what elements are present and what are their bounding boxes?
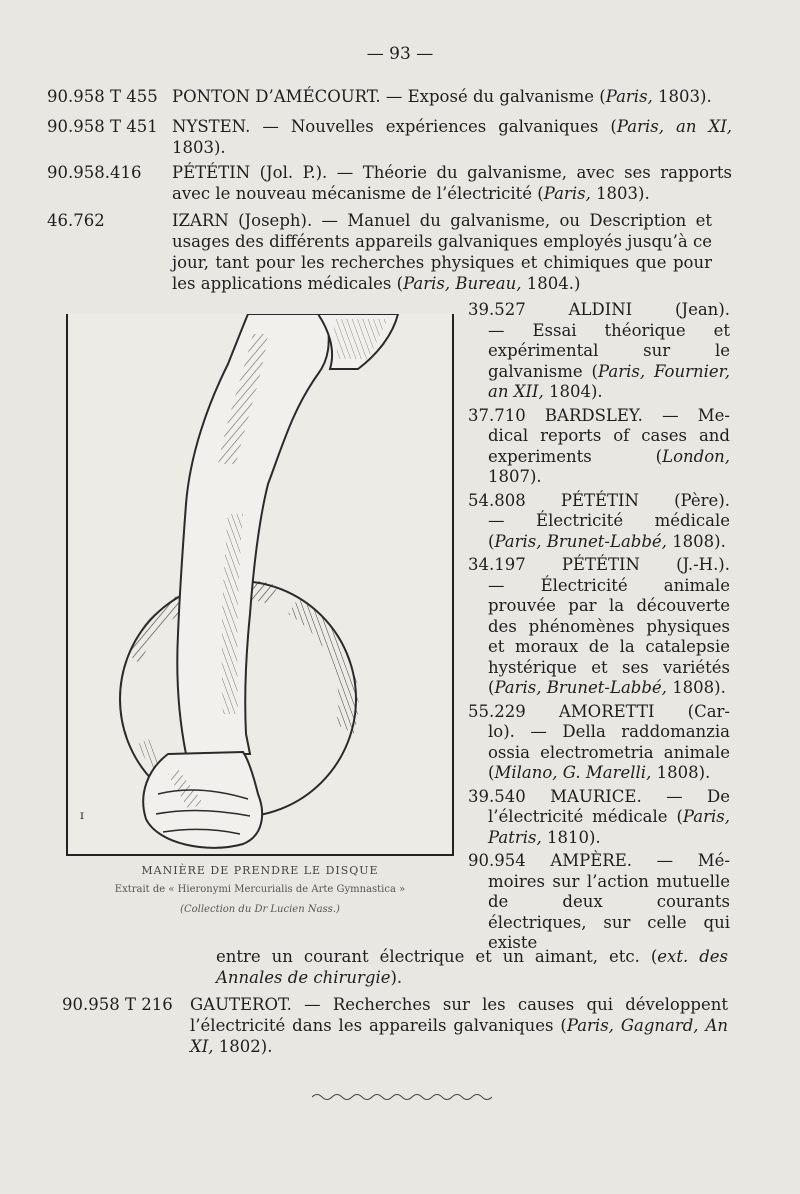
figure-caption-collection: (Collection du Dr Lucien Nass.) [180, 904, 340, 915]
page-number: — 93 — [366, 44, 434, 64]
entry-text: GAUTEROT. — Recherches sur les causes qui développent l’électricité dans les appareils galvaniques (Paris, Gagnard, An XI, 1802). [190, 995, 728, 1056]
figure-caption-source: Extrait de « Hieronymi Mercurialis de Arte Gymnastica » [114, 884, 406, 895]
column-entry: 55.229 AMORETTI (Car- lo). — Della raddomanzia ossia electrometria animale (Milano, G. Marelli, 1808). [468, 701, 730, 782]
entry-text: PÉTÉTIN (Jol. P.). — Théorie du galvanisme, avec ses rapports avec le nouveau mécanisme de l’électricité (Paris, 1803). [172, 163, 733, 203]
right-column [468, 300, 730, 957]
entry-number: 90.958 T 216 [62, 995, 173, 1014]
svg-text:ɪ: ɪ [80, 808, 84, 822]
entry-number: 90.958.416 [47, 163, 142, 182]
fist [143, 752, 262, 848]
entry-number: 90.958 T 455 [47, 87, 158, 106]
ampere-continuation: entre un courant électrique et un aimant, etc. (ext. des Annales de chirurgie). [216, 947, 728, 987]
arm-disc-illustration [68, 314, 452, 854]
entry-number: 46.762 [47, 211, 105, 230]
column-entry: 37.710 BARDSLEY. — Me- dical reports of cases and experiments (London, 1807). [468, 405, 730, 486]
entry-number: 90.958 T 451 [47, 117, 158, 136]
entry-text: NYSTEN. — Nouvelles expériences galvaniques (Paris, an XI, 1803). [172, 117, 732, 157]
column-entry: 39.527 ALDINI (Jean). — Essai théorique et expérimental sur le galvanisme (Paris, Fournier, an XII, 1804). [468, 300, 730, 401]
figure-caption-title: MANIÈRE DE PRENDRE LE DISQUE [141, 864, 379, 877]
ornament-divider [312, 1092, 492, 1102]
column-entry: 39.540 MAURICE. — De l’électricité médicale (Paris, Patris, 1810). [468, 786, 730, 847]
column-entry: 34.197 PÉTÉTIN (J.-H.). — Électricité animale prouvée par la découverte des phénomènes physiques et moraux de la catalepsie hystérique et ses variétés (Paris, Brunet-Labbé, 1808). [468, 555, 730, 697]
entry-text: PONTON D’AMÉCOURT. — Exposé du galvanisme (Paris, 1803). [172, 87, 712, 106]
column-entry: 54.808 PÉTÉTIN (Père). — Électricité médicale (Paris, Brunet-Labbé, 1808). [468, 490, 730, 551]
column-entry: 90.954 AMPÈRE. — Mé- moires sur l’action mutuelle de deux courants électriques, sur celle qui existe [468, 851, 730, 952]
entry-text: IZARN (Joseph). — Manuel du galvanisme, ou Description et usages des différents appareils galvaniques employés jusqu’à ce jour, tant pour les recherches physiques et chimiques que pour les applications médicales (Paris, Bureau, 1804.) [172, 211, 712, 293]
engraving-figure [66, 314, 454, 856]
